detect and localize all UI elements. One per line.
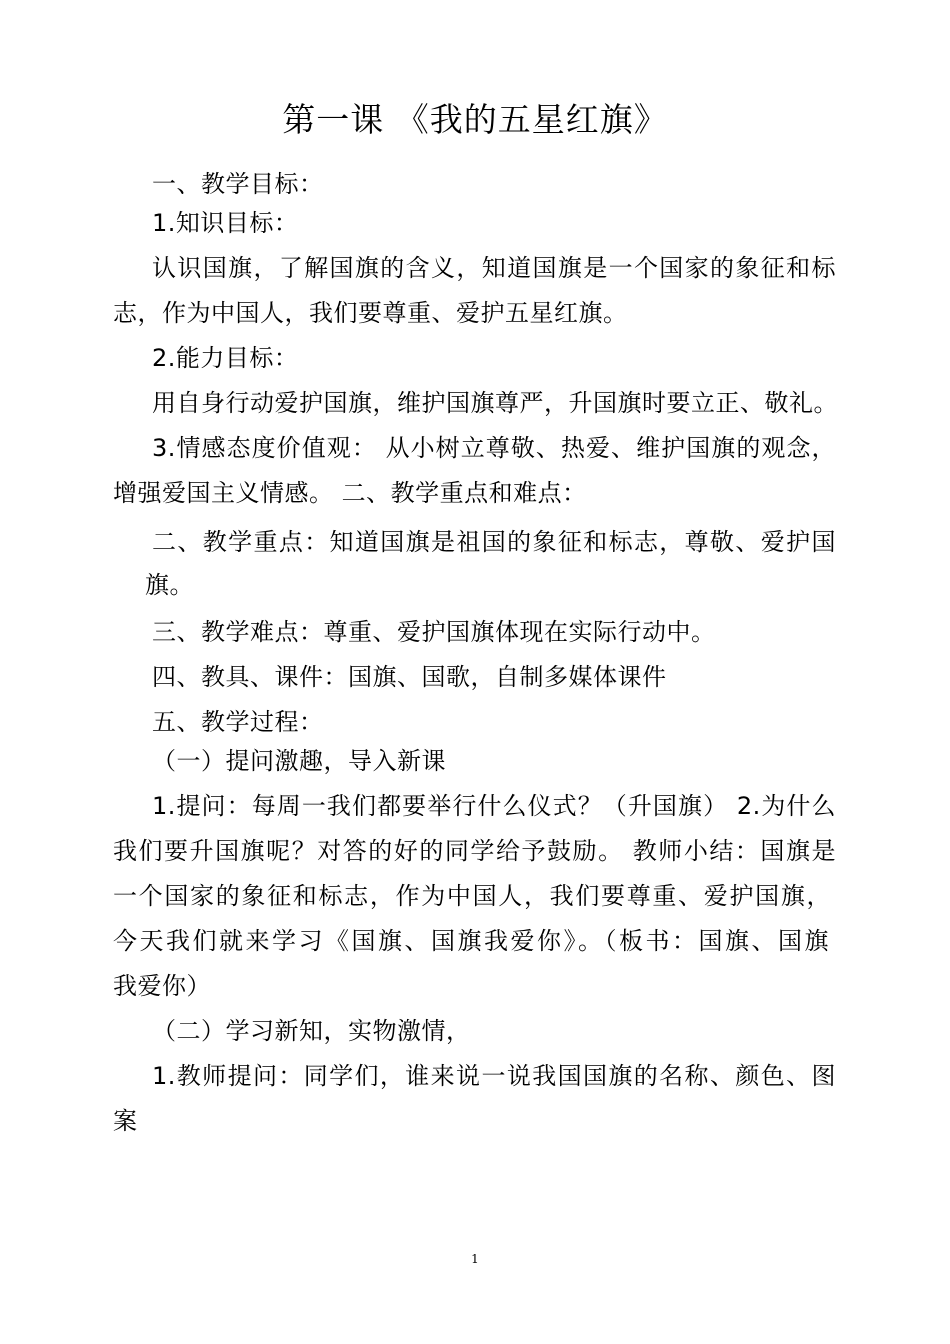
- ability-objective-heading: 2.能力目标：: [152, 344, 299, 372]
- teaching-tools-line: 四、教具、课件：国旗、国歌，自制多媒体课件: [152, 663, 667, 691]
- paragraph-line: 案: [113, 1107, 138, 1135]
- subsection-heading: （二）学习新知，实物激情，: [152, 1017, 471, 1045]
- teaching-process-heading: 五、教学过程：: [152, 708, 324, 736]
- page-number: 1: [471, 1252, 479, 1266]
- attitude-objective-line: 3.情感态度价值观： 从小树立尊敬、热爱、维护国旗的观念，: [152, 434, 836, 462]
- knowledge-objective-heading: 1.知识目标：: [152, 209, 299, 237]
- document-title: 第一课 《我的五星红旗》: [282, 100, 668, 139]
- teaching-difficulty-line: 三、教学难点：尊重、爱护国旗体现在实际行动中。: [152, 618, 716, 646]
- paragraph-line: 1.教师提问：同学们，谁来说一说我国国旗的名称、颜色、图: [152, 1062, 836, 1090]
- teaching-focus-line: 二、教学重点：知道国旗是祖国的象征和标志，尊敬、爱护国: [152, 528, 836, 556]
- paragraph-line: 我们要升国旗呢？对答的好的同学给予鼓励。 教师小结：国旗是: [113, 837, 836, 865]
- paragraph-line: 今天我们就来学习《国旗、国旗我爱你》。（板书：国旗、国旗: [113, 927, 829, 955]
- paragraph-line: 1.提问：每周一我们都要举行什么仪式？（升国旗） 2.为什么: [152, 792, 836, 820]
- paragraph-line: 增强爱国主义情感。 二、教学重点和难点：: [113, 479, 587, 507]
- section-teaching-objectives: 一、教学目标：: [152, 170, 324, 198]
- paragraph-line: 旗。: [145, 571, 194, 599]
- paragraph-line: 一个国家的象征和标志，作为中国人，我们要尊重、爱护国旗，: [113, 882, 831, 910]
- paragraph-line: 志，作为中国人，我们要尊重、爱护五星红旗。: [113, 299, 628, 327]
- paragraph-line: 认识国旗，了解国旗的含义，知道国旗是一个国家的象征和标: [152, 254, 836, 282]
- paragraph-line: 我爱你）: [113, 972, 211, 1000]
- paragraph-line: 用自身行动爱护国旗，维护国旗尊严，升国旗时要立正、敬礼。: [152, 389, 838, 417]
- subsection-heading: （一）提问激趣，导入新课: [152, 747, 446, 775]
